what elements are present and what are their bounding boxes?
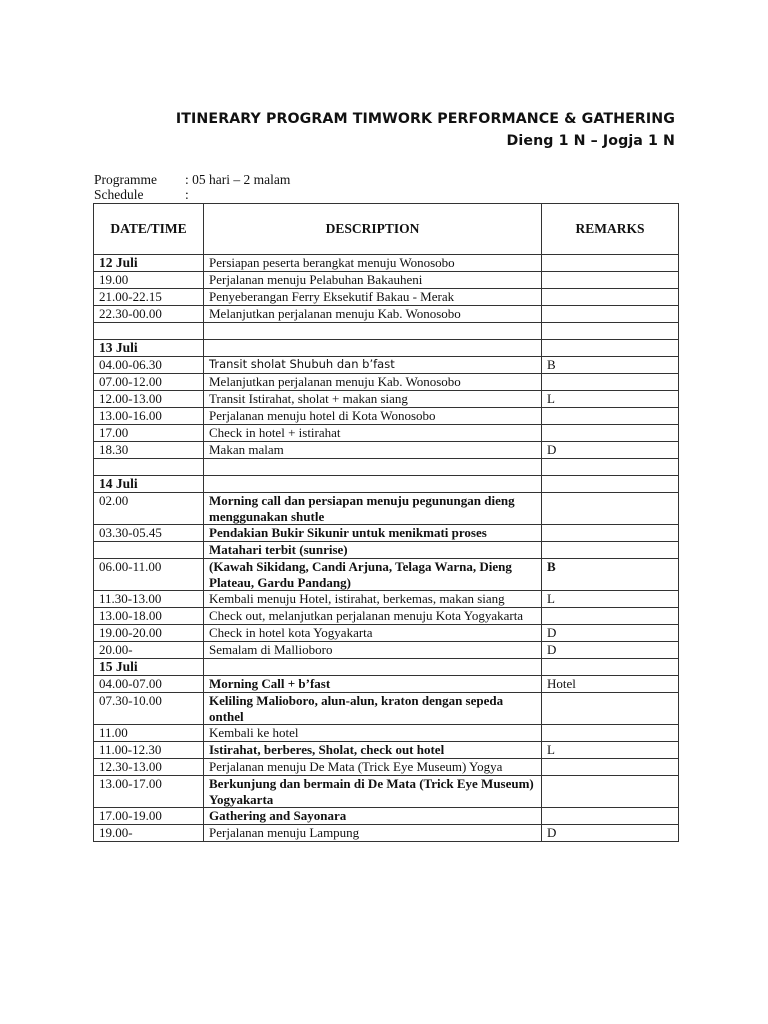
description-cell: Perjalanan menuju Lampung [204, 825, 542, 842]
remark-cell [542, 425, 679, 442]
programme-label: Programme [94, 172, 157, 187]
table-row [94, 476, 679, 493]
remark-cell: L [542, 391, 679, 408]
table-row [94, 425, 679, 442]
table-row [94, 306, 679, 323]
remark-cell: D [542, 825, 679, 842]
title-line-1: ITINERARY PROGRAM TIMWORK PERFORMANCE & GATHERING [175, 111, 675, 127]
remark-cell [542, 476, 679, 493]
table-row [94, 591, 679, 608]
table-row [94, 357, 679, 374]
remark-cell [542, 374, 679, 391]
description-cell: Makan malam [204, 442, 542, 459]
table-header-row [94, 204, 679, 255]
table-row [94, 742, 679, 759]
description-cell: Morning Call + b’fast [204, 676, 542, 693]
description-cell [204, 323, 542, 340]
table-row [94, 272, 679, 289]
description-cell: Transit Istirahat, sholat + makan siang [204, 391, 542, 408]
table-row [94, 493, 679, 525]
time-cell: 21.00-22.15 [94, 289, 204, 306]
remark-cell: B [542, 357, 679, 374]
time-cell: 14 Juli [94, 476, 204, 493]
description-cell [204, 476, 542, 493]
time-cell: 17.00-19.00 [94, 808, 204, 825]
description-cell: Keliling Malioboro, alun-alun, kraton dengan sepeda onthel [204, 693, 542, 725]
description-cell: Check in hotel kota Yogyakarta [204, 625, 542, 642]
description-cell [204, 659, 542, 676]
time-cell: 02.00 [94, 493, 204, 525]
table-row [94, 323, 679, 340]
description-cell: Morning call dan persiapan menuju pegunungan dieng menggunakan shutle [204, 493, 542, 525]
table-row [94, 289, 679, 306]
table-row [94, 659, 679, 676]
description-cell: Semalam di Mallioboro [204, 642, 542, 659]
table-row [94, 776, 679, 808]
remark-cell [542, 725, 679, 742]
table-row [94, 374, 679, 391]
remark-cell: B [542, 559, 679, 591]
remark-cell [542, 272, 679, 289]
programme-row [94, 172, 290, 187]
time-cell: 20.00- [94, 642, 204, 659]
description-cell [204, 459, 542, 476]
time-cell: 03.30-05.45 [94, 525, 204, 542]
time-cell: 11.00 [94, 725, 204, 742]
table-row [94, 408, 679, 425]
description-cell: Perjalanan menuju hotel di Kota Wonosobo [204, 408, 542, 425]
document-title [176, 108, 675, 152]
schedule-row [94, 187, 290, 202]
remark-cell [542, 808, 679, 825]
remark-cell [542, 542, 679, 559]
time-cell: 19.00-20.00 [94, 625, 204, 642]
remark-cell: Hotel [542, 676, 679, 693]
description-cell: (Kawah Sikidang, Candi Arjuna, Telaga Warna, Dieng Plateau, Gardu Pandang) [204, 559, 542, 591]
remark-cell: L [542, 742, 679, 759]
time-cell: 06.00-11.00 [94, 559, 204, 591]
itinerary-table [93, 203, 679, 842]
time-cell: 11.00-12.30 [94, 742, 204, 759]
time-cell: 04.00-07.00 [94, 676, 204, 693]
remark-cell [542, 255, 679, 272]
remark-cell [542, 408, 679, 425]
description-cell: Persiapan peserta berangkat menuju Wonosobo [204, 255, 542, 272]
remark-cell [542, 323, 679, 340]
time-cell: 12.30-13.00 [94, 759, 204, 776]
remark-cell [542, 459, 679, 476]
time-cell: 17.00 [94, 425, 204, 442]
remark-cell [542, 776, 679, 808]
remark-cell [542, 525, 679, 542]
description-cell [204, 340, 542, 357]
description-cell: Istirahat, berberes, Sholat, check out hotel [204, 742, 542, 759]
programme-meta [94, 172, 290, 202]
description-cell: Check in hotel + istirahat [204, 425, 542, 442]
time-cell [94, 459, 204, 476]
schedule-value: : [185, 187, 189, 202]
programme-value: : 05 hari – 2 malam [185, 172, 291, 187]
table-row [94, 759, 679, 776]
time-cell: 07.30-10.00 [94, 693, 204, 725]
table-row [94, 642, 679, 659]
description-cell: Pendakian Bukir Sikunir untuk menikmati proses [204, 525, 542, 542]
description-cell: Kembali menuju Hotel, istirahat, berkemas, makan siang [204, 591, 542, 608]
description-cell: Gathering and Sayonara [204, 808, 542, 825]
table-row [94, 255, 679, 272]
title-line-2: Dieng 1 N – Jogja 1 N [506, 133, 675, 149]
remark-cell [542, 659, 679, 676]
remark-cell [542, 759, 679, 776]
remark-cell [542, 493, 679, 525]
table-row [94, 725, 679, 742]
table-row [94, 442, 679, 459]
description-cell: Penyeberangan Ferry Eksekutif Bakau - Merak [204, 289, 542, 306]
time-cell: 13 Juli [94, 340, 204, 357]
description-cell: Check out, melanjutkan perjalanan menuju Kota Yogyakarta [204, 608, 542, 625]
description-cell: Kembali ke hotel [204, 725, 542, 742]
time-cell: 18.30 [94, 442, 204, 459]
time-cell: 22.30-00.00 [94, 306, 204, 323]
header-remarks: REMARKS [542, 204, 679, 255]
time-cell: 13.00-16.00 [94, 408, 204, 425]
remark-cell [542, 306, 679, 323]
time-cell: 12 Juli [94, 255, 204, 272]
remark-cell: D [542, 442, 679, 459]
table-row [94, 625, 679, 642]
table-row [94, 340, 679, 357]
description-cell: Melanjutkan perjalanan menuju Kab. Wonosobo [204, 374, 542, 391]
time-cell: 12.00-13.00 [94, 391, 204, 408]
table-row [94, 693, 679, 725]
time-cell: 04.00-06.30 [94, 357, 204, 374]
time-cell: 19.00 [94, 272, 204, 289]
table-row [94, 825, 679, 842]
description-cell: Berkunjung dan bermain di De Mata (Trick Eye Museum) Yogyakarta [204, 776, 542, 808]
table-row [94, 808, 679, 825]
remark-cell [542, 340, 679, 357]
table-row [94, 459, 679, 476]
remark-cell [542, 693, 679, 725]
description-cell: Transit sholat Shubuh dan b’fast [204, 357, 542, 374]
table-row [94, 391, 679, 408]
header-description: DESCRIPTION [204, 204, 542, 255]
table-row [94, 608, 679, 625]
description-cell: Matahari terbit (sunrise) [204, 542, 542, 559]
time-cell: 11.30-13.00 [94, 591, 204, 608]
schedule-label: Schedule [94, 187, 144, 202]
remark-cell: D [542, 642, 679, 659]
time-cell [94, 542, 204, 559]
remark-cell [542, 608, 679, 625]
table-row [94, 559, 679, 591]
time-cell: 13.00-17.00 [94, 776, 204, 808]
time-cell: 07.00-12.00 [94, 374, 204, 391]
table-row [94, 525, 679, 542]
remark-cell: D [542, 625, 679, 642]
remark-cell [542, 289, 679, 306]
time-cell: 19.00- [94, 825, 204, 842]
time-cell: 15 Juli [94, 659, 204, 676]
table-row [94, 542, 679, 559]
description-cell: Perjalanan menuju De Mata (Trick Eye Museum) Yogya [204, 759, 542, 776]
time-cell [94, 323, 204, 340]
remark-cell: L [542, 591, 679, 608]
time-cell: 13.00-18.00 [94, 608, 204, 625]
description-cell: Perjalanan menuju Pelabuhan Bakauheni [204, 272, 542, 289]
table-row [94, 676, 679, 693]
description-cell: Melanjutkan perjalanan menuju Kab. Wonosobo [204, 306, 542, 323]
header-datetime: DATE/TIME [94, 204, 204, 255]
